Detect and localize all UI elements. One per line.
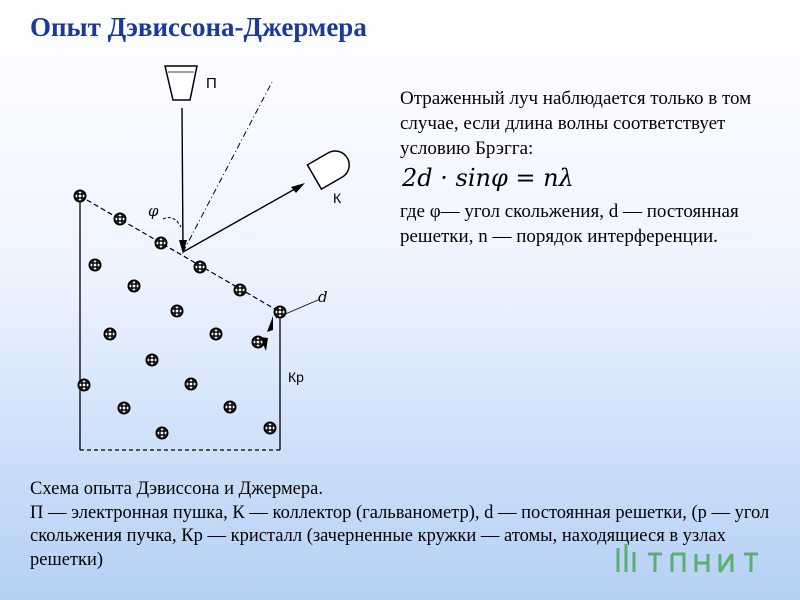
- angle-label: φ: [148, 202, 159, 220]
- incident-beam: [182, 108, 183, 250]
- atom: [147, 355, 158, 366]
- page-title: Опыт Дэвиссона-Джермера: [30, 12, 367, 42]
- bragg-formula: 2d · sinφ = nλ: [402, 164, 574, 192]
- atom: [275, 307, 286, 318]
- atom: [105, 329, 116, 340]
- glancing-angle-arc: [163, 218, 181, 227]
- reflected-beam: [183, 185, 302, 252]
- atom: [115, 214, 126, 225]
- collector: [307, 146, 354, 189]
- explanation-where: где φ— угол скольжения, d — постоянная решетки, n — порядок интерференции.: [400, 201, 739, 247]
- lattice-atoms: [75, 191, 286, 439]
- atom: [225, 402, 236, 413]
- spacing-arrow-up: [267, 316, 273, 332]
- atom: [75, 191, 86, 202]
- atom: [195, 262, 206, 273]
- caption-title: Схема опыта Дэвиссона и Джермера.: [30, 479, 323, 499]
- collector-label: К: [333, 190, 342, 206]
- logo-watermark: [612, 540, 772, 580]
- electron-gun: [165, 66, 197, 100]
- reflected-beam-arrow: [291, 183, 305, 193]
- atom: [211, 329, 222, 340]
- crystal-surface: [80, 196, 280, 312]
- atom: [172, 306, 183, 317]
- crystal-label: Кр: [288, 369, 304, 385]
- atom: [90, 260, 101, 271]
- atom: [265, 423, 276, 434]
- atom: [235, 285, 246, 296]
- atom: [79, 380, 90, 391]
- atom: [129, 281, 140, 292]
- gun-label: П: [206, 75, 217, 92]
- explanation-intro: Отраженный луч наблюдается только в том случае, если длина волны соответствует условию Брэгга:: [400, 88, 752, 159]
- atom: [157, 428, 168, 439]
- explanation-block: [400, 86, 780, 249]
- atom: [186, 379, 197, 390]
- atom: [119, 403, 130, 414]
- atom: [253, 337, 264, 348]
- atom: [156, 238, 167, 249]
- caption-legend: П — электронная пушка, К — коллектор (гальванометр), d — постоянная решетки, (р — угол скольжения пучка, Кр — кристалл (зачерненные кружки — атомы, находящиеся в узлах решетки): [30, 502, 770, 570]
- spacing-label: d: [318, 288, 328, 306]
